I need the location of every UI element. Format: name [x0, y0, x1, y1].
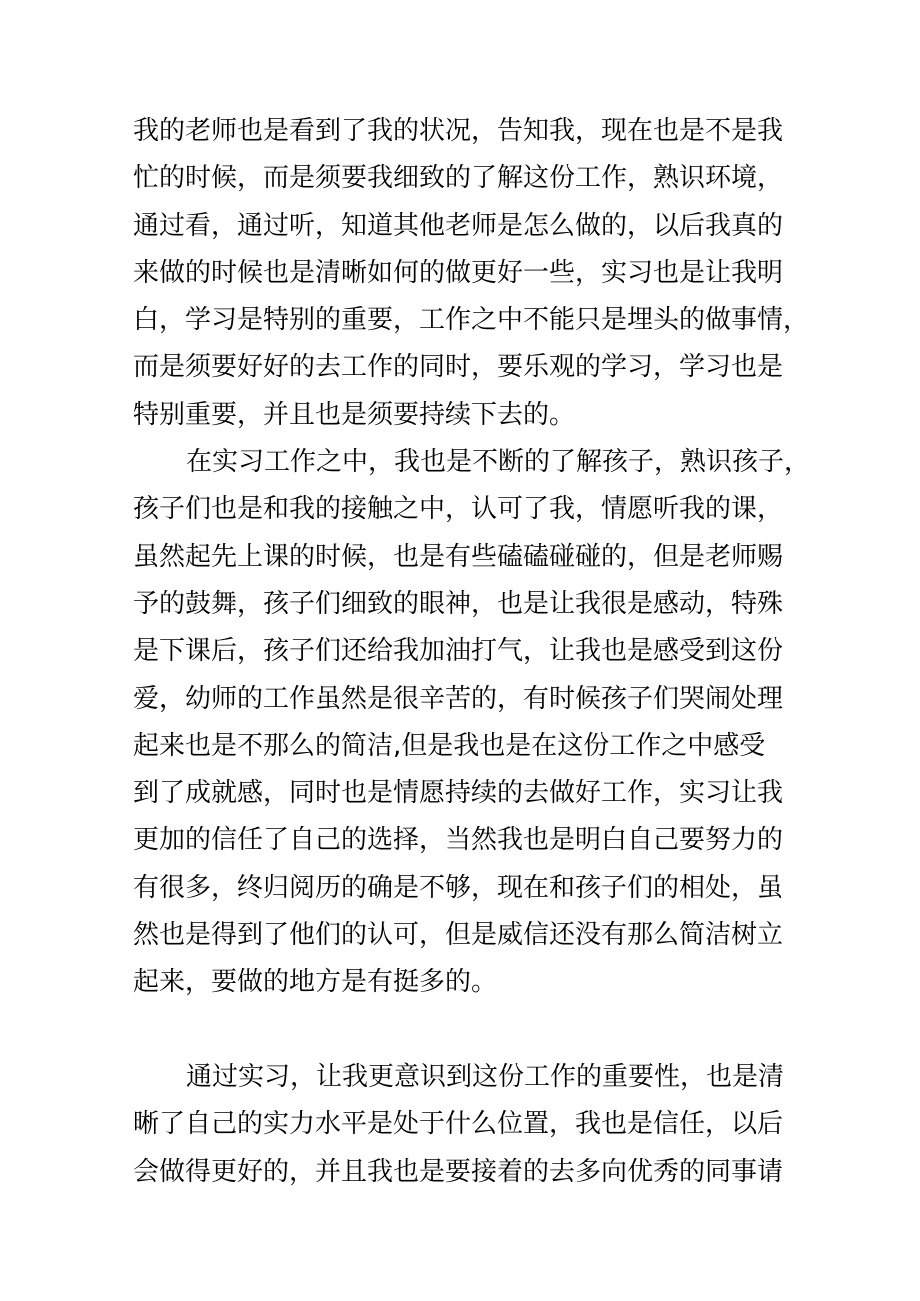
text-line: 特别重要，并且也是须要持续下去的。	[133, 399, 576, 430]
text-line: 会做得更好的，并且我也是要接着的去多向优秀的同事请	[133, 1156, 784, 1187]
text-line: 起来也是不那么的简洁,但是我也是在这份工作之中感受	[133, 730, 766, 761]
text-line: 来做的时候也是清晰如何的做更好一些，实习也是让我明	[133, 257, 784, 288]
text-line: 有很多，终归阅历的确是不够，现在和孩子们的相处，虽	[133, 872, 784, 903]
text-line: 到了成就感，同时也是情愿持续的去做好工作，实习让我	[133, 778, 784, 809]
text-line: 是下课后，孩子们还给我加油打气，让我也是感受到这份	[133, 636, 784, 667]
body-text	[133, 108, 811, 1196]
text-line: 通过看，通过听，知道其他老师是怎么做的，以后我真的	[133, 210, 784, 241]
text-line: 在实习工作之中，我也是不断的了解孩子，熟识孩子，	[186, 447, 811, 478]
text-line: 我的老师也是看到了我的状况，告知我，现在也是不是我	[133, 116, 784, 146]
text-line	[133, 1007, 803, 1054]
text-line: 更加的信任了自己的选择，当然我也是明白自己要努力的	[133, 825, 784, 856]
text-line: 通过实习，让我更意识到这份工作的重要性，也是清	[186, 1061, 785, 1092]
text-line: 起来，要做的地方是有挺多的。	[133, 967, 498, 998]
text-line: 然也是得到了他们的认可，但是威信还没有那么简洁树立	[133, 920, 784, 951]
text-line: 孩子们也是和我的接触之中，认可了我，情愿听我的课，	[133, 494, 784, 525]
text-line: 虽然起先上课的时候，也是有些磕磕碰碰的，但是老师赐	[133, 541, 784, 572]
text-line: 而是须要好好的去工作的同时，要乐观的学习，学习也是	[133, 352, 784, 383]
text-line: 爱，幼师的工作虽然是很辛苦的，有时候孩子们哭闹处理	[133, 683, 784, 714]
text-line: 忙的时候，而是须要我细致的了解这份工作，熟识环境，	[133, 163, 784, 194]
text-line: 晰了自己的实力水平是处于什么位置，我也是信任，以后	[133, 1109, 784, 1140]
text-line: 予的鼓舞，孩子们细致的眼神，也是让我很是感动，特殊	[133, 588, 784, 619]
text-line: 白，学习是特别的重要，工作之中不能只是埋头的做事情，	[133, 305, 810, 336]
